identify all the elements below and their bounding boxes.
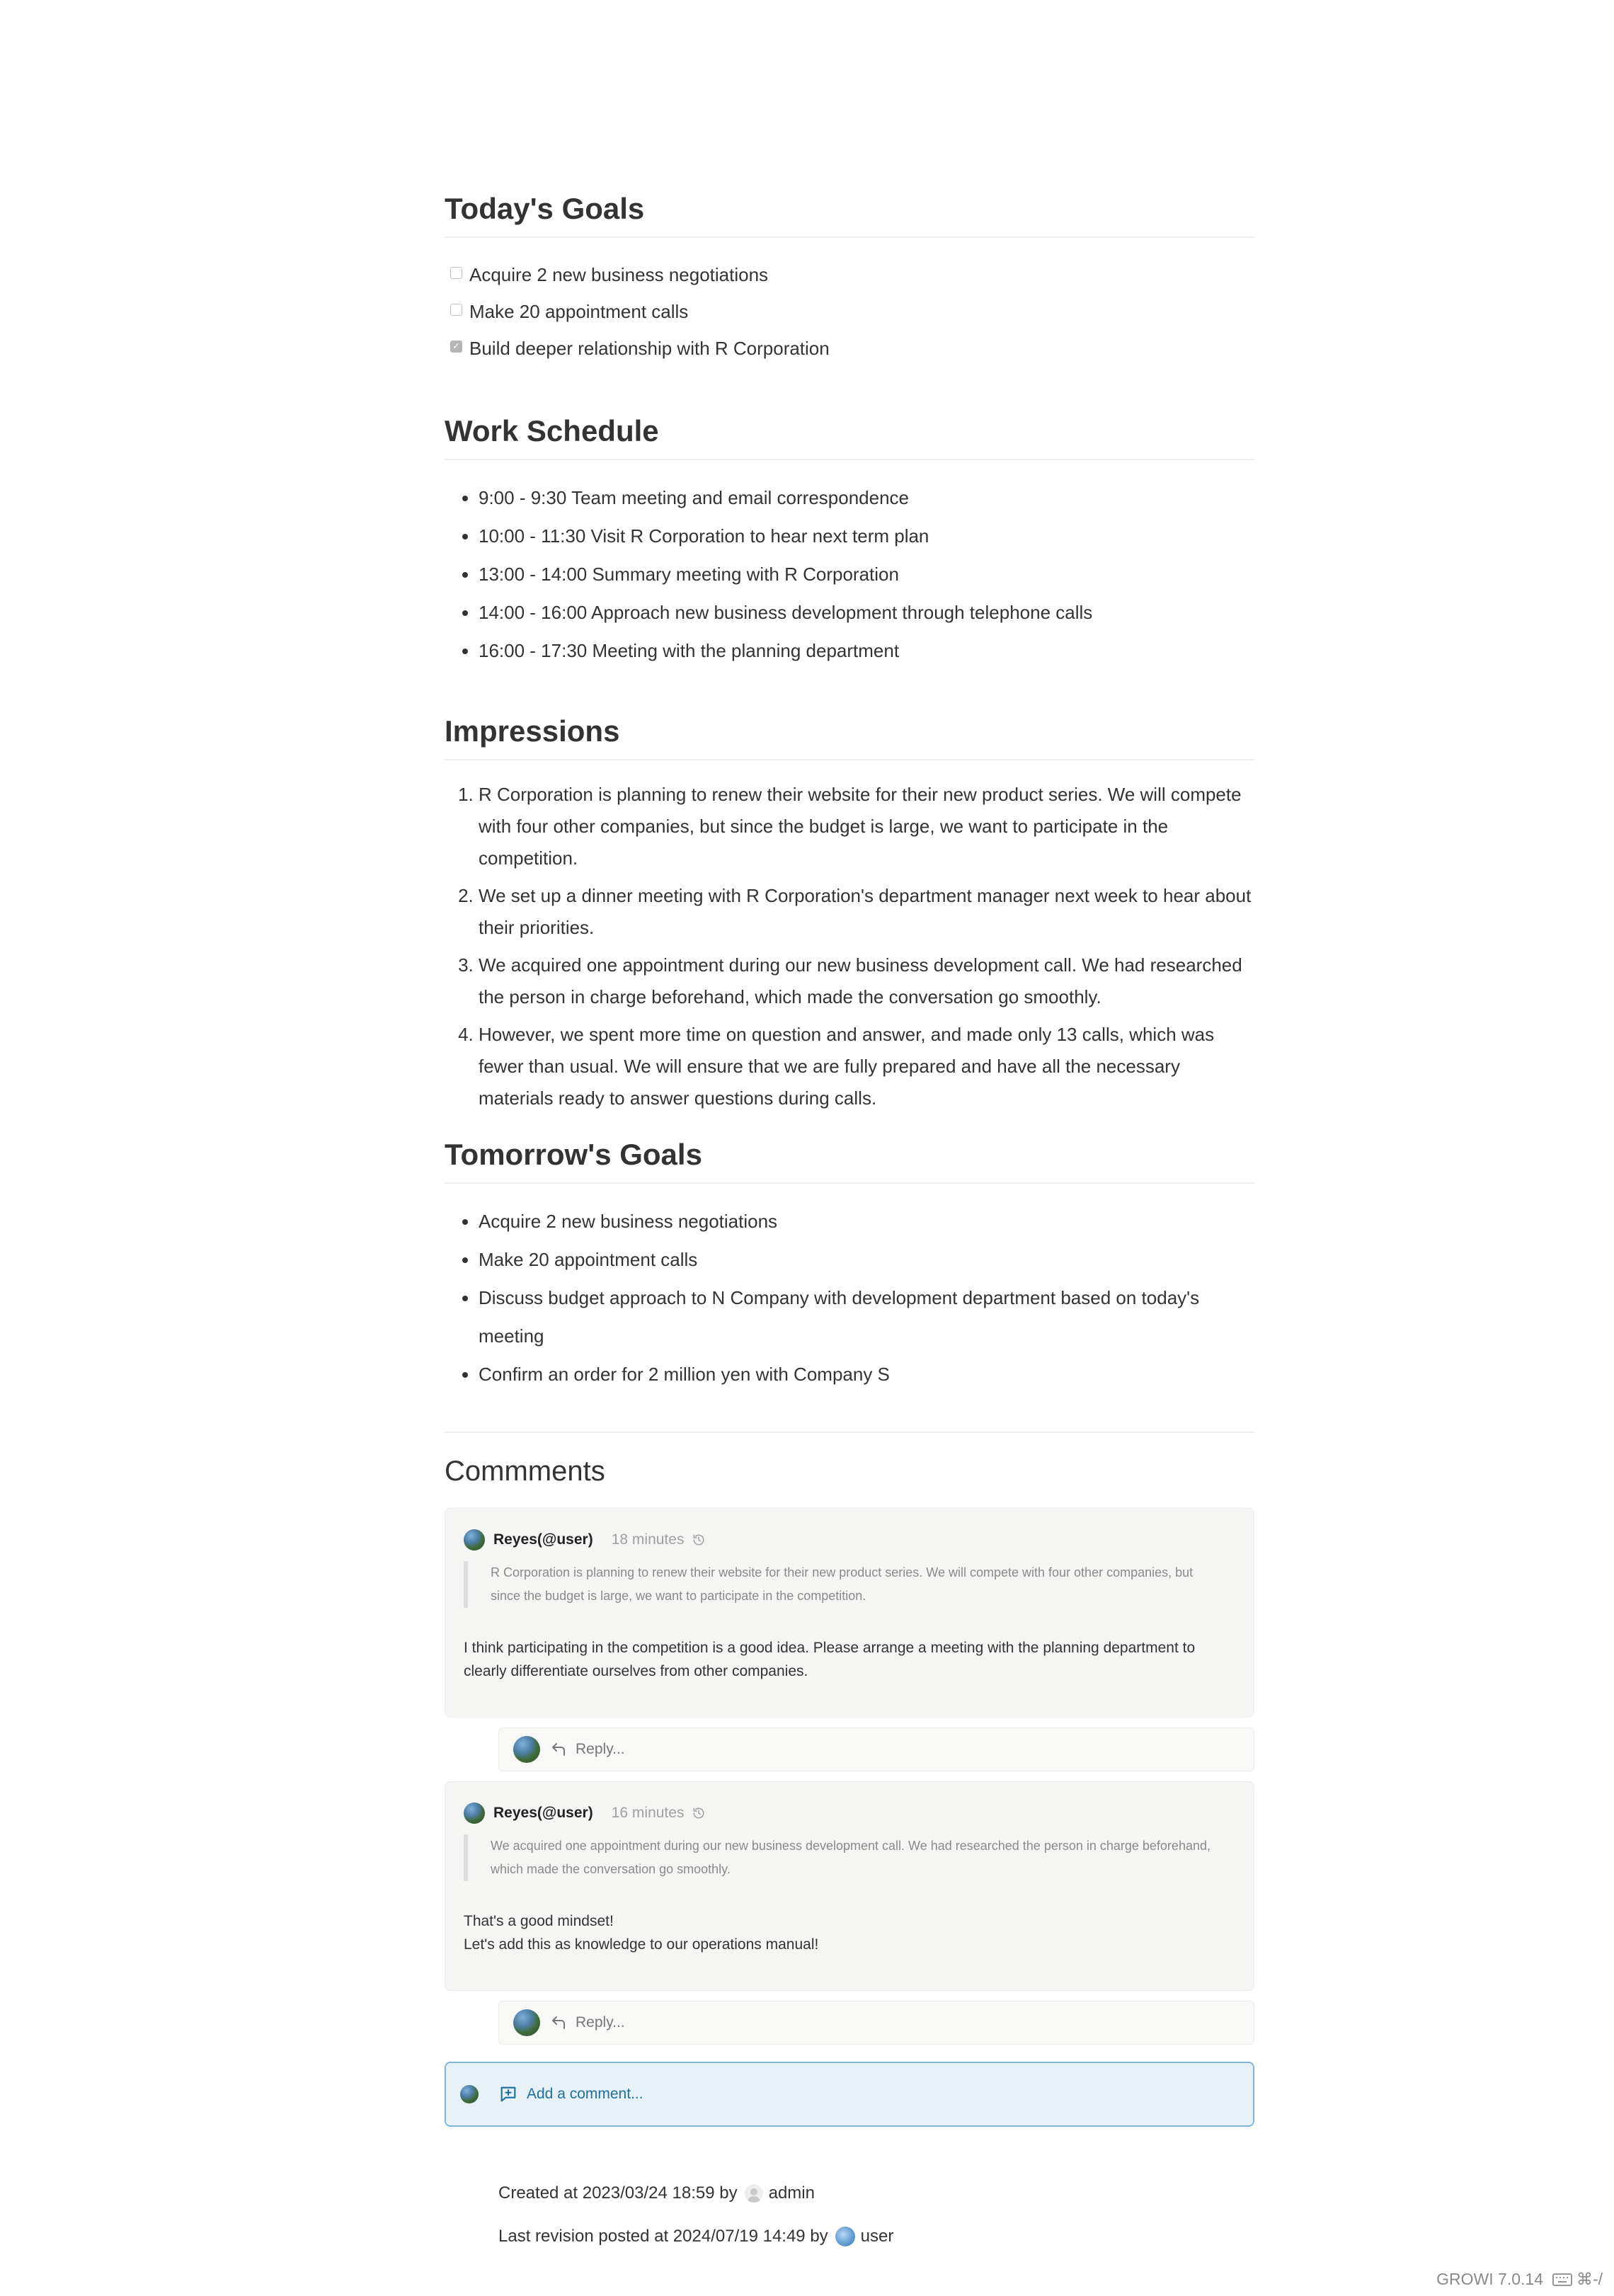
reply-box[interactable]	[498, 1727, 1254, 1771]
list-item: • Discuss budget approach to N Company with development department based on today's meeting	[479, 1279, 1254, 1355]
reply-placeholder: Reply...	[576, 1741, 625, 1757]
comment-body-line: Let's add this as knowledge to our operations manual!	[464, 1936, 819, 1953]
reply-placeholder: Reply...	[576, 2014, 625, 2031]
user-avatar	[835, 2227, 855, 2246]
comment-time[interactable]: 18 minutes	[611, 1531, 685, 1548]
comment-body	[464, 1636, 1235, 1683]
heading-todays-goals: Today's Goals	[445, 191, 1254, 238]
divider	[445, 1432, 1254, 1433]
admin-avatar	[745, 2184, 763, 2203]
reply-icon	[550, 1741, 567, 1758]
add-comment-label: Add a comment...	[527, 2086, 643, 2102]
history-icon[interactable]	[692, 1533, 705, 1546]
list-item: • Make 20 appointment calls	[479, 1240, 1254, 1279]
comment-username[interactable]: Reyes(@user)	[493, 1531, 593, 1548]
tomorrow-list	[445, 1202, 1254, 1393]
section-tomorrows-goals	[445, 1137, 1254, 1393]
list-item: • Acquire 2 new business negotiations	[479, 1202, 1254, 1240]
schedule-list	[445, 479, 1254, 670]
section-todays-goals	[445, 191, 1254, 367]
reply-box[interactable]	[498, 2001, 1254, 2045]
comment-card	[445, 1508, 1254, 1718]
add-comment-button[interactable]	[445, 2062, 1254, 2127]
task-list	[445, 256, 1254, 367]
task-label: Acquire 2 new business negotiations	[469, 264, 769, 286]
list-item: 1. R Corporation is planning to renew their website for their new product series. We will compete with four other companies, but since the budget is large, we want to participate in the competition.	[479, 779, 1254, 874]
section-impressions	[445, 714, 1254, 1120]
comment-card	[445, 1781, 1254, 1991]
created-label: Created at 2023/03/24 18:59 by	[498, 2183, 738, 2203]
comment-body-line: That's a good mindset!	[464, 1913, 614, 1929]
keyboard-icon	[1552, 2273, 1572, 2287]
task-label: Build deeper relationship with R Corporation	[469, 338, 830, 360]
created-info	[498, 2183, 815, 2203]
section-work-schedule	[445, 413, 1254, 670]
avatar[interactable]	[464, 1529, 485, 1550]
shortcuts-button[interactable]	[1552, 2270, 1603, 2289]
list-item: 3. We acquired one appointment during our new business development call. We had researched the person in charge beforehand, which made the conversation go smoothly.	[479, 949, 1254, 1013]
user-icon	[747, 2187, 761, 2203]
shortcut-label: ⌘-/	[1576, 2270, 1603, 2288]
add-comment-icon	[498, 2084, 518, 2104]
impressions-list	[445, 779, 1254, 1114]
comment-username[interactable]: Reyes(@user)	[493, 1805, 593, 1821]
task-checkbox[interactable]	[450, 267, 462, 279]
comment-time[interactable]: 16 minutes	[611, 1805, 685, 1821]
task-item	[445, 330, 1254, 367]
task-item	[445, 293, 1254, 330]
list-item: • 14:00 - 16:00 Approach new business development through telephone calls	[479, 593, 1254, 632]
revision-label: Last revision posted at 2024/07/19 14:49 by	[498, 2227, 828, 2246]
list-item: 4. However, we spent more time on question and answer, and made only 13 calls, which was fewer than usual. We will ensure that we are fully prepared and have all the necessary materials ready to answer questions during calls.	[479, 1019, 1254, 1114]
comments-title: Commments	[445, 1456, 605, 1487]
list-item: • 10:00 - 11:30 Visit R Corporation to hear next term plan	[479, 517, 1254, 555]
heading-tomorrows-goals: Tomorrow's Goals	[445, 1137, 1254, 1184]
list-item: • Confirm an order for 2 million yen with Company S	[479, 1355, 1254, 1393]
task-item	[445, 256, 1254, 293]
list-item: 2. We set up a dinner meeting with R Corporation's department manager next week to hear about their priorities.	[479, 880, 1254, 944]
history-icon[interactable]	[692, 1807, 705, 1820]
revision-info	[498, 2227, 893, 2246]
created-user-link[interactable]: admin	[768, 2183, 815, 2203]
comment-body-line: I think participating in the competition is a good idea. Please arrange a meeting with the planning department to clearly differentiate ourselves from other companies.	[464, 1640, 1196, 1679]
comment-quote: R Corporation is planning to renew their website for their new product series. We will compete with four other companies, but since the budget is large, we want to participate in the competition.	[464, 1561, 1214, 1608]
heading-impressions: Impressions	[445, 714, 1254, 760]
task-checkbox-checked[interactable]: ✓	[450, 341, 462, 353]
task-checkbox[interactable]	[450, 304, 462, 316]
list-item: • 13:00 - 14:00 Summary meeting with R Corporation	[479, 555, 1254, 593]
comment-header	[464, 1529, 1235, 1551]
avatar[interactable]	[464, 1803, 485, 1824]
app-version: GROWI 7.0.14	[1436, 2270, 1543, 2288]
list-item: • 16:00 - 17:30 Meeting with the planning department	[479, 632, 1254, 670]
avatar	[513, 1736, 540, 1763]
comment-body	[464, 1909, 1235, 1956]
reply-icon	[550, 2014, 567, 2031]
avatar	[460, 2085, 479, 2103]
task-label: Make 20 appointment calls	[469, 301, 689, 323]
revision-user-link[interactable]: user	[860, 2227, 894, 2246]
comment-quote: We acquired one appointment during our new business development call. We had researched the person in charge beforehand, which made the conversation go smoothly.	[464, 1834, 1214, 1881]
list-item: • 9:00 - 9:30 Team meeting and email correspondence	[479, 479, 1254, 517]
avatar	[513, 2009, 540, 2036]
comment-header	[464, 1802, 1235, 1824]
heading-work-schedule: Work Schedule	[445, 413, 1254, 460]
